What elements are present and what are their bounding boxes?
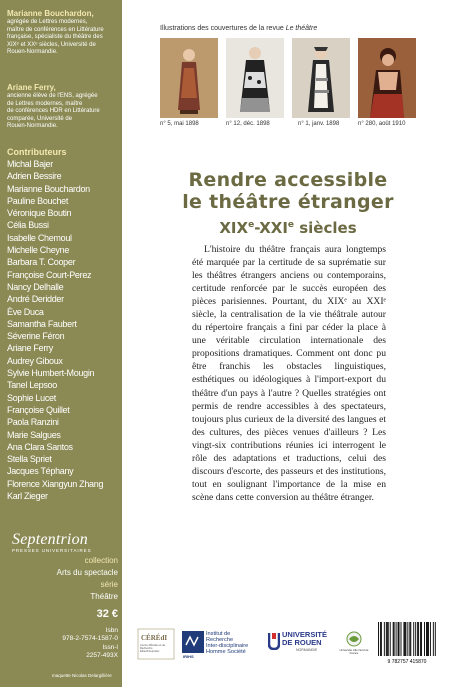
contributor-name: Sylvie Humbert-Mougin <box>7 368 95 379</box>
ceredi-logo <box>137 628 175 660</box>
illustration-caption: n° 1, janv. 1898 <box>298 121 340 127</box>
barcode-bar <box>407 622 408 656</box>
barcode-bar <box>424 622 425 656</box>
contributor-name: Marie Salgues <box>7 429 61 440</box>
back-cover-blurb: L'histoire du théâtre français aura longtemps été marquée par la certitude de sa suprématie sur les théâtres étrangers anciens ou contemporains, certitude renforcée par le succès européen des pièces parisiennes. Pourtant, du XIXᵉ au XXIᵉ siècle, la centralisation de la vie théâtrale autour du répertoire français a fini par céder la place à une véritable circulation internationale des propositions dramatiques. Comment ont donc pu être franchis les obstacles linguistiques, esthétiques ou idéologiques à l'import-export du théâtre d'un pays à l'autre ? Quelles stratégies ont permis de rendre accessibles à des spectateurs, toujours plus curieux de la diversité des langues et des cultures, des pièces venues d'ailleurs ? Les vingt-six contributions réunies ici interrogent le rôle des adaptations et traductions, celui des discours d'escorte, des passeurs et des institutions, tout en soulignant l'importance de la mise en scène dans cette conversion au théâtre étranger. <box>192 244 386 503</box>
serie-value: Théâtre <box>90 592 118 601</box>
barcode <box>377 620 437 665</box>
contributors-heading: Contributeurs <box>7 147 67 157</box>
collection-value: Arts du spectacle <box>56 568 118 577</box>
lille-text: Université Lille Nord de France <box>339 648 369 656</box>
contributor-name: Karl Zieger <box>7 491 48 502</box>
barcode-icon <box>377 620 437 658</box>
contributor-name: André Deridder <box>7 294 64 305</box>
illustration-caption: n° 5, mai 1898 <box>160 121 199 127</box>
title-line-1: Rendre accessible <box>188 169 388 191</box>
rouen-text: UNIVERSITÉ DE ROUEN <box>282 630 328 647</box>
barcode-bar <box>403 622 404 656</box>
barcode-bar <box>396 622 397 656</box>
cover-illustration <box>226 38 284 118</box>
barcode-bar <box>421 622 422 656</box>
author-block-2 <box>7 83 119 131</box>
illustration-caption: n° 280, août 1910 <box>358 121 406 127</box>
author-name: Ariane Ferry, <box>7 83 56 92</box>
barcode-bar <box>399 622 400 656</box>
publisher-logo <box>12 531 116 559</box>
contributor-name: Michal Bajer <box>7 159 53 169</box>
contributor-name: Françoise Court-Perez <box>7 269 92 280</box>
author-bio: agrégée de Lettres modernes, maître de conférences en Littérature française, spécialiste du théâtre des XIXᵉ et XXᵉ siècles, Université de Rouen-Normandie. <box>7 19 104 56</box>
illustration-image <box>358 38 416 118</box>
irihs-text: Institut de Recherche Inter-disciplinaire Homme Société <box>206 631 249 655</box>
rouen-icon <box>268 632 280 650</box>
illustration-caption: n° 12, déc. 1898 <box>226 121 270 127</box>
lille-icon <box>344 630 364 648</box>
barcode-bar <box>426 622 427 656</box>
barcode-bar <box>381 622 382 656</box>
cover-illustration <box>160 38 218 118</box>
contributor-name: Michelle Cheyne <box>7 245 70 256</box>
isbn-block: Isbn 978-2-7574-1587-0 Issn-l 2257-493X <box>62 627 118 659</box>
design-credit: maquette Nicolas Delargillière <box>52 673 112 678</box>
universite-rouen-logo <box>268 628 328 660</box>
contributor-name: Florence Xiangyun Zhang <box>7 478 104 489</box>
lille-logo <box>337 628 371 660</box>
publisher-subtitle: PRESSES UNIVERSITAIRES <box>12 548 92 553</box>
barcode-bar <box>435 622 436 656</box>
author-bio: ancienne élève de l'ENS, agrégée de Lettres modernes, maître de conférences HDR en Littérature comparée, Université de Rouen-Normandie. <box>7 93 100 130</box>
barcode-bar <box>420 622 421 656</box>
contributor-name: Françoise Quillet <box>7 404 70 415</box>
contributor-name: Adrien Bessire <box>7 171 62 182</box>
serie-label: série <box>100 580 118 589</box>
contributor-name: Isabelle Chemoul <box>7 232 72 243</box>
contributor-name: Véronique Boutin <box>7 208 72 219</box>
barcode-bar <box>387 622 388 656</box>
cover-illustration <box>292 38 350 118</box>
barcode-bar <box>380 622 381 656</box>
contributor-name: Barbara T. Cooper <box>7 257 76 268</box>
barcode-bar <box>384 622 385 656</box>
barcode-bar <box>413 622 414 656</box>
price: 32 € <box>96 608 118 620</box>
barcode-bar <box>378 622 379 656</box>
collection-label: collection <box>84 556 118 565</box>
rouen-subtext: NORMANDIE <box>296 648 318 652</box>
author-name: Marianne Bouchardon, <box>7 9 94 18</box>
irihs-mark: IRIHS <box>183 654 194 659</box>
contributor-name: Ana Clara Santos <box>7 441 73 452</box>
barcode-bar <box>417 622 418 656</box>
contributor-name: Paola Ranzini <box>7 417 59 428</box>
book-title <box>138 169 438 238</box>
back-cover-sidebar <box>0 0 122 687</box>
contributor-name: Pauline Bouchet <box>7 195 69 206</box>
barcode-bar <box>430 622 431 656</box>
ceredi-subtext: Centre d'Études et de Recherche Éditer/Interpréter <box>140 644 166 653</box>
contributor-name: Ève Duca <box>7 306 44 317</box>
publisher-name: Septentrion <box>12 531 88 548</box>
barcode-bar <box>390 622 391 656</box>
barcode-bar <box>418 622 419 656</box>
contributor-name: Nancy Delhalle <box>7 281 64 292</box>
contributor-name: Marianne Bouchardon <box>7 183 90 194</box>
contributor-name: Sophie Lucet <box>7 392 56 403</box>
barcode-bar <box>401 622 402 656</box>
barcode-bar <box>405 622 406 656</box>
barcode-bar <box>386 622 387 656</box>
barcode-bar <box>394 622 395 656</box>
barcode-bar <box>409 622 410 656</box>
contributor-name: Ariane Ferry <box>7 343 53 354</box>
illustration-image <box>226 38 284 118</box>
irihs-logo <box>182 628 252 660</box>
illustrations-caption: Illustrations des couvertures de la revue Le théâtre <box>160 25 318 32</box>
contributor-name: Séverine Féron <box>7 331 65 342</box>
barcode-bar <box>398 622 399 656</box>
barcode-bar <box>410 622 411 656</box>
author-block-1 <box>7 9 119 57</box>
illustration-image <box>292 38 350 118</box>
contributor-name: Samantha Faubert <box>7 318 77 329</box>
cover-illustration <box>358 38 416 118</box>
barcode-bar <box>393 622 394 656</box>
contributor-name: Jacques Téphany <box>7 466 74 477</box>
barcode-bar <box>427 622 428 656</box>
barcode-bar <box>433 622 434 656</box>
irihs-icon <box>182 631 204 653</box>
title-line-3: XIXe-XXIe siècles <box>219 219 357 237</box>
illustration-image <box>160 38 218 118</box>
ceredi-text: CÉRÉdI <box>141 634 168 642</box>
barcode-number: 9 782757 415870 <box>387 659 427 665</box>
contributor-name: Audrey Giboux <box>7 355 63 366</box>
barcode-bar <box>388 622 389 656</box>
barcode-bar <box>428 622 429 656</box>
title-line-2: le théâtre étranger <box>182 191 394 213</box>
contributor-name: Tanel Lepsoo <box>7 380 57 391</box>
contributors-list <box>7 158 122 502</box>
contributor-name: Stella Spriet <box>7 454 52 465</box>
barcode-bar <box>415 622 416 656</box>
contributor-name: Célia Bussi <box>7 220 49 231</box>
barcode-bar <box>404 622 405 656</box>
